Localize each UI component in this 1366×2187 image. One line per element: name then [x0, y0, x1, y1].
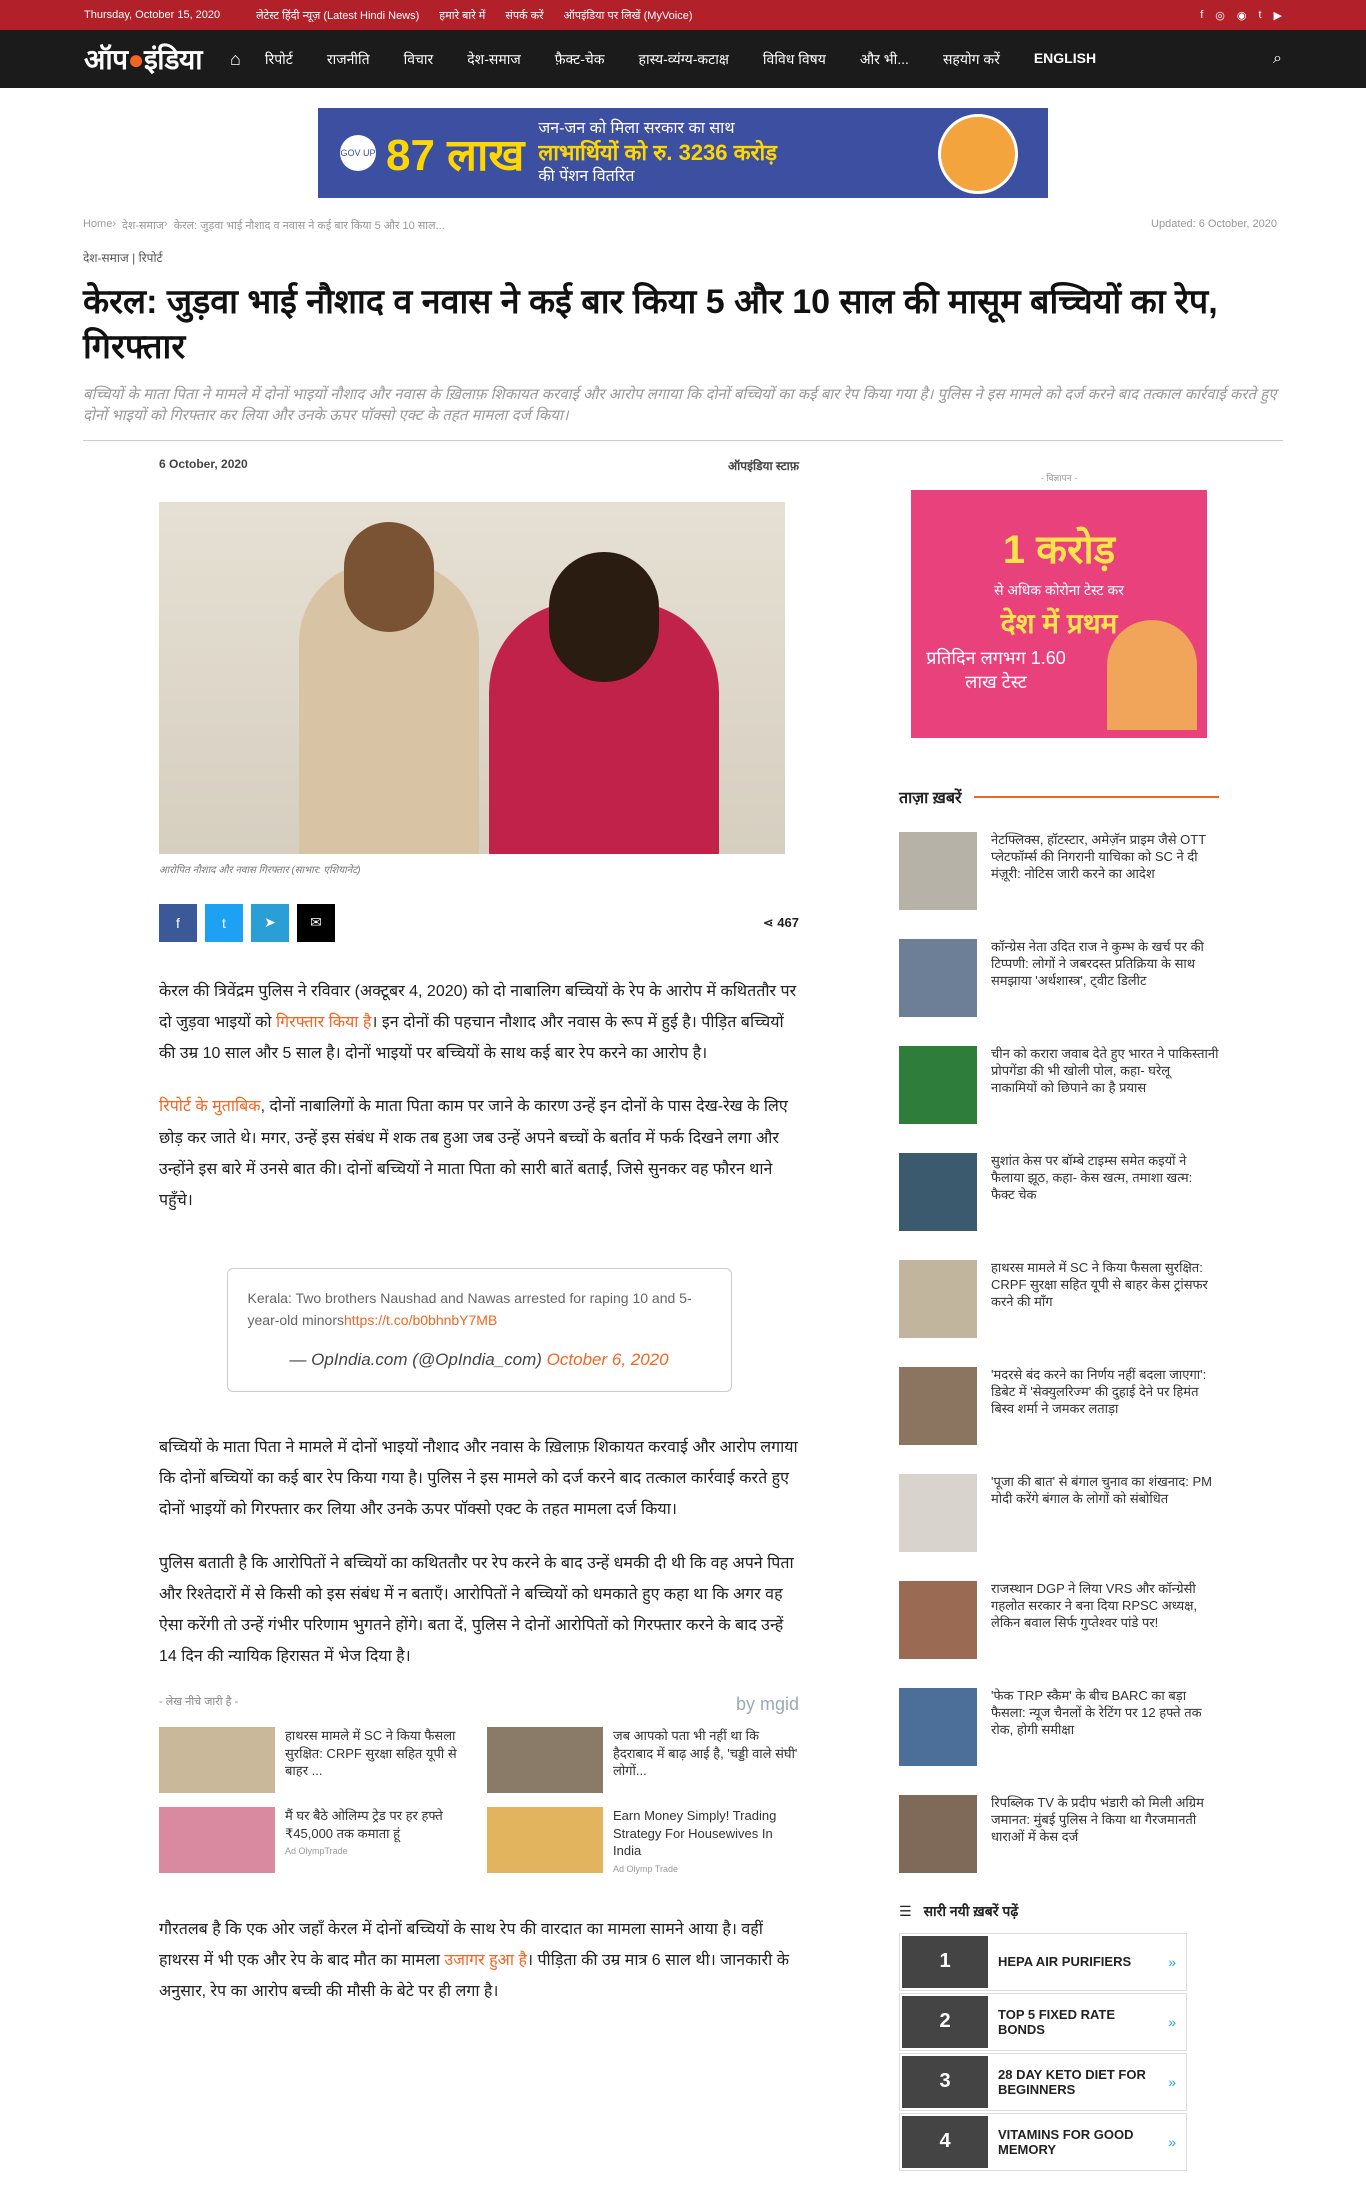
banner-line-2: लाभार्थियों को रु. 3236 करोड़: [538, 140, 777, 166]
current-date: Thursday, October 15, 2020: [84, 9, 221, 21]
site-logo[interactable]: [84, 40, 202, 78]
search-ad-item[interactable]: [899, 1993, 1187, 2051]
nav-item-factcheck[interactable]: फ़ैक्ट-चेक: [554, 50, 605, 67]
news-title: कॉन्ग्रेस नेता उदित राज ने कुम्भ के खर्च पर की टिप्पणी: लोगों ने जबरदस्त प्रतिक्रिया के साथ समझाया 'अर्थशास्त्र', ट्वीट डिलीट: [991, 938, 1204, 988]
article-subtitle: बच्चियों के माता पिता ने मामले में दोनों भाइयों नौशाद और नवास के ख़िलाफ़ शिकायत करवाई और आरोप लगाया कि दोनों बच्चियों का कई बार रेप किया गया है। पुलिस ने इस मामले को दर्ज करने बाद तत्काल कार्रवाई करते हुए दोनों भाइयों को गिरफ्तार कर लिया और उनके ऊपर पॉक्सो एक्ट के तहत मामला दर्ज किया।: [83, 385, 1277, 424]
nav-item-report[interactable]: रिपोर्ट: [264, 50, 293, 67]
mgid-label: - लेख नीचे जारी है -: [159, 1696, 239, 1709]
banner-text: [538, 119, 777, 187]
photo-person-1-head: [344, 522, 434, 632]
news-item[interactable]: [899, 1474, 1219, 1552]
chevron-right-icon: »: [1168, 2073, 1176, 2090]
news-item[interactable]: [899, 1260, 1219, 1338]
mgid-item[interactable]: [487, 1727, 799, 1793]
ad-number: 1: [902, 1936, 988, 1988]
banner-big-number: 87 लाख: [386, 131, 525, 180]
news-title: 'फेक TRP स्कैम' के बीच BARC का बड़ा फैसला: न्यूज चैनलों के रेटिंग पर 12 हफ्ते तक रोक, होगी समीक्षा: [991, 1687, 1202, 1737]
breadcrumb-sep: ›: [112, 218, 117, 230]
news-thumb: [899, 1260, 977, 1338]
mgid-header: [159, 1694, 799, 1715]
mgid-ad-label: Ad Olymp Trade: [613, 1863, 679, 1874]
mgid-text: Earn Money Simply! Trading Strategy For Housewives In India: [613, 1808, 777, 1859]
heading-underline: [974, 796, 1220, 798]
chevron-right-icon: »: [1168, 1953, 1176, 1970]
twitter-icon[interactable]: t: [1258, 8, 1262, 21]
news-item[interactable]: [899, 1688, 1219, 1766]
photo-person-2-head: [549, 552, 659, 682]
nav-item-english[interactable]: ENGLISH: [1033, 49, 1097, 66]
share-facebook-icon[interactable]: f: [159, 904, 197, 942]
paragraph-2: [159, 1091, 799, 1216]
nav-item-misc[interactable]: विविध विषय: [762, 50, 826, 67]
news-thumb: [899, 1581, 977, 1659]
nav-item-satire[interactable]: हास्य-व्यंग्य-कटाक्ष: [638, 50, 729, 67]
paragraph-4: पुलिस बताती है कि आरोपितों ने बच्चियों का कथिततौर पर रेप करने के बाद उन्हें धमकी दी थी कि वह अपने पिता और रिश्तेदारों में से किसी को इस संबंध में न बताएँ। आरोपितों ने बच्चियों को धमकाते हुए कहा था कि अगर वह ऐसा करेंगी तो उन्हें गंभीर परिणाम भुगतने होंगे। बता दें, पुलिस ने दोनों आरोपितों को गिरफ्तार करने के बाद उन्हें 14 दिन की न्यायिक हिरासत में भेज दिया है।: [159, 1554, 794, 1666]
share-twitter-icon[interactable]: t: [205, 904, 243, 942]
news-item[interactable]: [899, 832, 1219, 910]
news-item[interactable]: [899, 1153, 1219, 1231]
news-title: 'पूजा की बात' से बंगाल चुनाव का शंखनाद: PM मोदी करेंगे बंगाल के लोगों को संबोधित: [991, 1473, 1213, 1506]
news-title: 'मदरसे बंद करने का निर्णय नहीं बदला जाएगा': डिबेट में 'सेक्युलरिज्म' की दुहाई देने पर हिमंत बिस्व शर्मा ने जमकर लताड़ा: [991, 1366, 1207, 1416]
paragraph-text: , दोनों नाबालिगों के माता पिता काम पर जाने के कारण उन्हें इन दोनों के पास देख-रेख के लिए छोड़ कर जाते थे। मगर, उन्हें इस संबंध में शक तब हुआ जब उन्हें अपने बच्चों के बर्ताव में फर्क दिखने लगा और उन्होंने इस बारे में उनसे बात की। दोनों बच्चियों ने माता पिता को सारी बातें बताईं, जिसे सुनकर वह फौरन थाने पहुँचे।: [159, 1098, 788, 1209]
news-title: हाथरस मामले में SC ने किया फैसला सुरक्षित: CRPF सुरक्षा सहित यूपी से बाहर केस ट्रांसफर करने की माँग: [991, 1259, 1208, 1309]
instagram-icon[interactable]: ◎: [1215, 9, 1225, 22]
article-date: 6 October, 2020: [159, 456, 248, 471]
chevron-right-icon: »: [1168, 2013, 1176, 2030]
logo-part-india: इंडिया: [143, 44, 202, 75]
list-icon: ☰: [899, 1902, 912, 1919]
article-body-cont: [159, 1914, 799, 2008]
page-container: [83, 218, 1283, 2173]
search-icon[interactable]: ⌕: [1273, 50, 1282, 67]
facebook-icon[interactable]: f: [1200, 8, 1204, 21]
updated-date: Updated: 6 October, 2020: [1151, 218, 1277, 230]
paragraph-3: बच्चियों के माता पिता ने मामले में दोनों भाइयों नौशाद और नवास के ख़िलाफ़ शिकायत करवाई और आरोप लगाया कि दोनों बच्चियों का कई बार रेप किया गया है। पुलिस ने इस मामले को दर्ज करने बाद तत्काल कार्रवाई करते हुए दोनों भाइयों को गिरफ्तार कर लिया और उनके ऊपर पॉक्सो एक्ट के तहत मामला दर्ज किया।: [159, 1439, 798, 1519]
news-thumb: [899, 1474, 977, 1552]
sidebar-ad-line-1: 1 करोड़: [1002, 527, 1116, 572]
ad-text: HEPA AIR PURIFIERS: [998, 1954, 1132, 1970]
youtube-icon[interactable]: ▶: [1273, 9, 1282, 22]
news-item[interactable]: [899, 939, 1219, 1017]
share-email-icon[interactable]: ✉: [297, 904, 335, 942]
banner-line-1: जन-जन को मिला सरकार का साथ: [538, 120, 735, 138]
latest-news-list: [899, 832, 1219, 1873]
embedded-tweet[interactable]: [227, 1268, 732, 1392]
article-author[interactable]: ऑपइंडिया स्टाफ़: [728, 458, 799, 473]
news-thumb: [899, 832, 977, 910]
ad-text: 28 DAY KETO DIET FOR BEGINNERS: [998, 2066, 1146, 2097]
content-columns: [83, 455, 1283, 2173]
sidebar-ad-portrait: [1107, 620, 1197, 730]
sidebar: [899, 455, 1219, 2173]
chevron-right-icon: »: [1168, 2133, 1176, 2150]
nav-item-politics[interactable]: राजनीति: [326, 50, 370, 67]
news-title: नेटफ्लिक्स, हॉटस्टार, अमेज़ॅन प्राइम जैसे OTT प्लेटफॉर्म्स की निगरानी याचिका को SC ने दी मंज़ूरी: नोटिस जारी करने का आदेश: [991, 831, 1206, 881]
share-icon: ⋖: [762, 914, 778, 930]
nav-item-support[interactable]: सहयोग करें: [942, 50, 1000, 67]
news-title: चीन को करारा जवाब देते हुए भारत ने पाकिस्तानी प्रोपगेंडा की भी खोली पोल, कहा- घरेलू नाकामियों को छिपाने का है प्रयास: [991, 1045, 1219, 1095]
nav-item-nation[interactable]: देश-समाज: [467, 50, 521, 67]
mgid-thumb: [159, 1807, 275, 1873]
top-ad-banner[interactable]: [318, 108, 1048, 198]
rss-icon[interactable]: ◉: [1236, 9, 1247, 22]
breadcrumb-category[interactable]: देश-समाज: [122, 220, 165, 232]
mgid-grid: [159, 1727, 799, 1874]
mgid-item[interactable]: [159, 1727, 471, 1793]
mgid-item[interactable]: [159, 1807, 471, 1874]
news-item[interactable]: [899, 1046, 1219, 1124]
article-photo: [159, 502, 785, 854]
sidebar-ad-line-4: प्रतिदिन लगभग 1.60 लाख टेस्ट: [926, 647, 1066, 692]
banner-portrait: [938, 114, 1018, 194]
logo-part-op: ऑप: [84, 44, 128, 75]
inline-link-hathras[interactable]: उजागर हुआ है: [444, 1952, 527, 1970]
news-thumb: [899, 1688, 977, 1766]
top-bar: [0, 0, 1366, 30]
all-news-link[interactable]: [899, 1902, 1219, 1921]
search-ads: [899, 1933, 1187, 2171]
mgid-brand[interactable]: by mgid: [735, 1694, 799, 1715]
tweet-author: — OpIndia.com (@OpIndia_com): [289, 1349, 542, 1369]
paragraph-5: [159, 1914, 799, 2008]
mgid-widget: [159, 1694, 799, 1874]
divider: [83, 440, 1283, 441]
share-count-value: 467: [777, 914, 799, 930]
news-thumb: [899, 1367, 977, 1445]
photo-caption: आरोपित नौशाद और नवास गिरफ्तार (साभार: एशियानेट): [159, 864, 361, 876]
ad-number: 2: [902, 1996, 988, 2048]
all-news-label: सारी नयी ख़बरें पढ़ें: [923, 1902, 1019, 1919]
paragraph-text: । इन दोनों की पहचान नौशाद और नवास के रूप में हुई है। पीड़ित बच्चियों की उम्र 10 साल और 5 साल है। दोनों भाइयों पर बच्चियों के साथ कई बार रेप करने का आरोप है।: [159, 1013, 784, 1063]
tweet-text: [248, 1287, 711, 1332]
news-thumb: [899, 1046, 977, 1124]
home-icon[interactable]: ⌂: [229, 48, 241, 69]
news-title: राजस्थान DGP ने लिया VRS और कॉन्ग्रेसी गहलोत सरकार ने बना दिया RPSC अध्यक्ष, लेकिन बवाल सिर्फ गुप्तेश्वर पांडे पर!: [991, 1580, 1198, 1630]
logo-chat-icon: ●: [127, 44, 144, 75]
sidebar-ad-line-2: से अधिक कोरोना टेस्ट कर: [994, 581, 1124, 598]
ad-label: - विज्ञापन -: [1040, 472, 1078, 483]
tweet-date[interactable]: October 6, 2020: [546, 1349, 669, 1369]
ad-number: 4: [902, 2116, 988, 2168]
paragraph-1: [159, 976, 799, 1070]
news-thumb: [899, 939, 977, 1017]
ad-number: 3: [902, 2056, 988, 2108]
mgid-text: मैं घर बैठे ओलिम्प ट्रेड पर हर हफ्ते ₹45,000 तक कमाता हूं: [285, 1808, 443, 1841]
mgid-thumb: [487, 1727, 603, 1793]
tweet-body: Kerala: Two brothers Naushad and Nawas arrested for raping 10 and 5-year-old minors: [247, 1290, 692, 1329]
mgid-item[interactable]: [487, 1807, 799, 1874]
mgid-thumb: [487, 1807, 603, 1873]
banner-line-3: की पेंशन वितरित: [538, 167, 635, 185]
breadcrumb: [83, 218, 1283, 233]
share-bar: [159, 904, 799, 942]
news-item[interactable]: [899, 1367, 1219, 1445]
mgid-thumb: [159, 1727, 275, 1793]
article-categories[interactable]: देश-समाज | रिपोर्ट: [83, 251, 163, 265]
search-ad-item[interactable]: [899, 1933, 1187, 1991]
article-meta: [159, 457, 799, 474]
paragraph-text: गौरतलब है कि एक ओर जहाँ केरल में दोनों बच्चियों के साथ रेप की वारदात का मामला सामने आया है। वहीं हाथरस में भी एक और रेप के बाद मौत का मामला: [159, 1920, 763, 1970]
search-ad-item[interactable]: [899, 2113, 1187, 2171]
inline-link-report[interactable]: रिपोर्ट के मुताबिक: [159, 1098, 261, 1116]
nav-item-more[interactable]: और भी...: [859, 50, 909, 67]
sidebar-ad-line-3: देश में प्रथम: [1000, 607, 1118, 639]
news-thumb: [899, 1153, 977, 1231]
share-telegram-icon[interactable]: ➤: [251, 904, 289, 942]
nav-menu: [265, 50, 1096, 69]
topbar-link-latest[interactable]: लेटेस्ट हिंदी न्यूज़ (Latest Hindi News): [256, 9, 420, 22]
ad-text: VITAMINS FOR GOOD MEMORY: [998, 2126, 1134, 2157]
breadcrumb-home[interactable]: Home: [83, 218, 113, 230]
gov-emblem-icon: GOV UP: [340, 135, 376, 171]
nav-item-opinion[interactable]: विचार: [403, 50, 434, 67]
paragraph-text: । पीड़िता की उम्र मात्र 6 साल थी। जानकारी के अनुसार, रेप का आरोप बच्ची की मौसी के बेटे पर ही लगा है।: [159, 1952, 789, 2001]
news-title: सुशांत केस पर बॉम्बे टाइम्स समेत कइयों ने फैलाया झूठ, कहा- केस खत्म, तमाशा खत्म: फैक्ट चेक: [991, 1152, 1193, 1202]
breadcrumb-current: केरल: जुड़वा भाई नौशाद व नवास ने कई बार किया 5 और 10 साल...: [173, 220, 445, 232]
latest-news-heading: [899, 786, 1219, 808]
news-item[interactable]: [899, 1581, 1219, 1659]
sidebar-ad-banner[interactable]: [911, 490, 1207, 738]
news-thumb: [899, 1795, 977, 1873]
mgid-text: हाथरस मामले में SC ने किया फैसला सुरक्षित: CRPF सुरक्षा सहित यूपी से बाहर ...: [285, 1728, 457, 1779]
inline-link-arrested[interactable]: गिरफ्तार किया है: [276, 1013, 372, 1031]
latest-news-title: ताज़ा ख़बरें: [899, 789, 962, 807]
tweet-link[interactable]: https://t.co/b0bhnbY7MB: [343, 1312, 498, 1329]
share-count[interactable]: [763, 915, 799, 931]
news-title: रिपब्लिक TV के प्रदीप भंडारी को मिली अग्रिम जमानत: मुंबई पुलिस ने किया था गैरजमानती धाराओं में केस दर्ज: [991, 1794, 1204, 1844]
topbar-link-myvoice[interactable]: ऑपइंडिया पर लिखें (MyVoice): [563, 9, 693, 22]
article-title: केरल: जुड़वा भाई नौशाद व नवास ने कई बार किया 5 और 10 साल की मासूम बच्चियों का रेप, गिरफ्तार: [83, 283, 1218, 366]
main-nav: [0, 30, 1366, 88]
search-ad-item[interactable]: [899, 2053, 1187, 2111]
article-main: [159, 455, 799, 2173]
topbar-link-contact[interactable]: संपर्क करें: [505, 9, 544, 22]
topbar-link-about[interactable]: हमारे बारे में: [439, 9, 486, 22]
mgid-text: जब आपको पता भी नहीं था कि हैदराबाद में बाढ़ आई है, 'चड्डी वाले संघी' लोगों...: [613, 1728, 798, 1779]
news-item[interactable]: [899, 1795, 1219, 1873]
social-links: [1200, 9, 1282, 22]
paragraph-text: केरल की त्रिवेंद्रम पुलिस ने रविवार (अक्टूबर 4, 2020) को दो नाबालिग बच्चियों के रेप के आरोप में कथिततौर पर दो जुड़वा भाइयों को: [159, 982, 797, 1031]
breadcrumb-sep: ›: [164, 218, 168, 230]
article-body: [159, 976, 799, 1673]
ad-text: TOP 5 FIXED RATE BONDS: [998, 2006, 1116, 2037]
mgid-ad-label: Ad OlympTrade: [285, 1846, 348, 1857]
tweet-byline: [248, 1346, 711, 1373]
